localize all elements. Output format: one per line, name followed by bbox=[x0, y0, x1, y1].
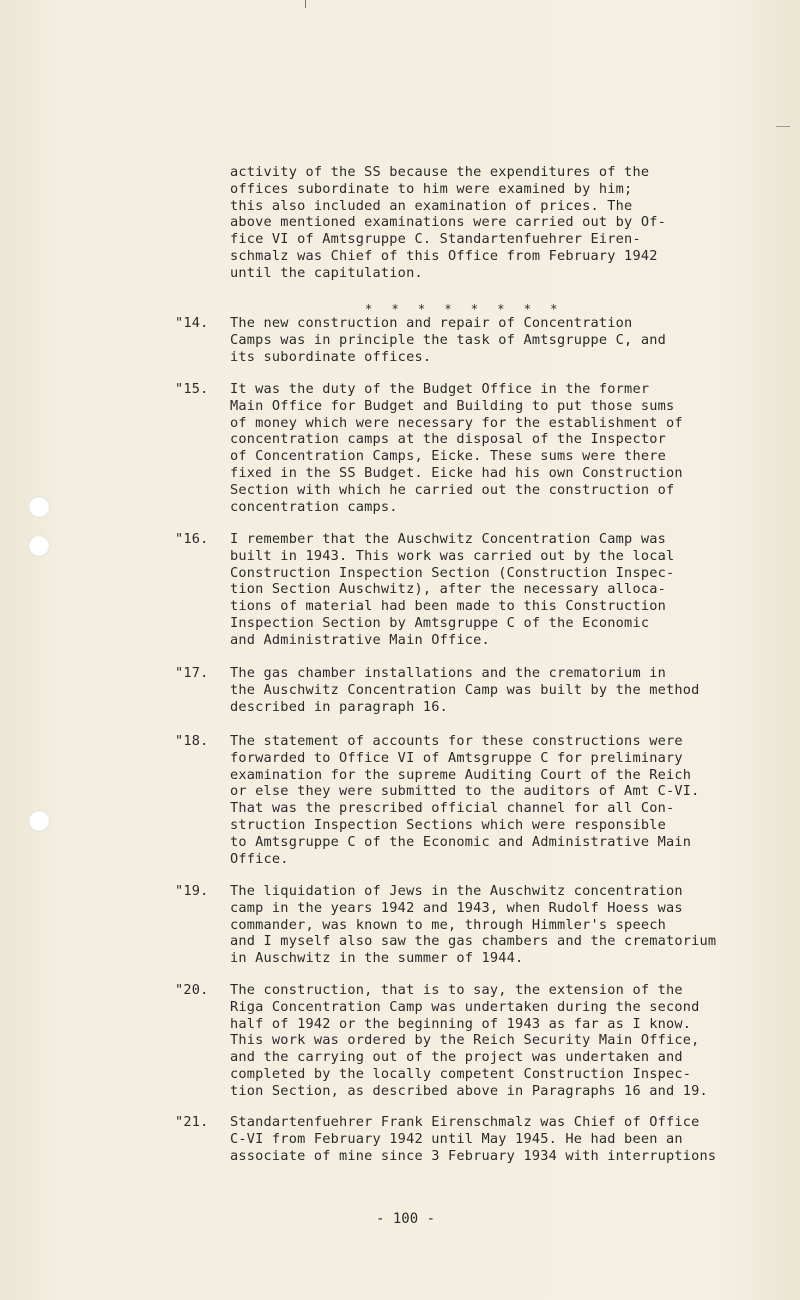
paragraph-number: "21. bbox=[175, 1114, 209, 1130]
text-line: offices subordinate to him were examined by him; bbox=[230, 180, 633, 197]
text-line: Standartenfuehrer Frank Eirenschmalz was Chief of Office bbox=[230, 1114, 700, 1130]
text-line: The liquidation of Jews in the Auschwitz concentration bbox=[230, 883, 683, 899]
text-line: I remember that the Auschwitz Concentration Camp was bbox=[230, 531, 666, 547]
text-line: associate of mine since 3 February 1934 with interruptions bbox=[230, 1147, 717, 1164]
text-line: half of 1942 or the beginning of 1943 as far as I know. bbox=[230, 1015, 692, 1032]
paragraph-body bbox=[230, 1114, 716, 1164]
text-line: struction Inspection Sections which were responsible bbox=[230, 816, 666, 833]
text-line: camp in the years 1942 and 1943, when Rudolf Hoess was bbox=[230, 899, 683, 916]
paragraph-body bbox=[230, 982, 708, 1100]
paragraph-body bbox=[230, 381, 683, 515]
text-line: C-VI from February 1942 until May 1945. He had been an bbox=[230, 1130, 683, 1147]
text-line: of Concentration Camps, Eicke. These sums were there bbox=[230, 448, 666, 465]
text-line: Construction Inspection Section (Construction Inspec- bbox=[230, 564, 675, 581]
paragraph-number: "20. bbox=[175, 982, 209, 998]
paragraph-number: "18. bbox=[175, 733, 209, 749]
paragraph-body bbox=[230, 733, 700, 867]
text-line: fice VI of Amtsgruppe C. Standartenfuehrer Eiren- bbox=[230, 231, 641, 248]
text-line: Riga Concentration Camp was undertaken during the second bbox=[230, 998, 700, 1015]
text-line: Office. bbox=[230, 850, 289, 867]
text-line: completed by the locally competent Construction Inspec- bbox=[230, 1065, 692, 1082]
text-line: Main Office for Budget and Building to put those sums bbox=[230, 397, 675, 414]
text-line: This work was ordered by the Reich Security Main Office, bbox=[230, 1032, 700, 1049]
text-line: of money which were necessary for the establishment of bbox=[230, 414, 683, 431]
margin-mark bbox=[776, 126, 790, 127]
page-number: - 100 - bbox=[376, 1211, 436, 1227]
text-line: Camps was in principle the task of Amtsgruppe C, and bbox=[230, 331, 666, 348]
text-line: in Auschwitz in the summer of 1944. bbox=[230, 950, 524, 967]
paragraph-number: "16. bbox=[175, 531, 209, 547]
paragraph-number: "15. bbox=[175, 381, 209, 397]
text-line: tions of material had been made to this Construction bbox=[230, 598, 666, 615]
text-line: The new construction and repair of Concentration bbox=[230, 315, 633, 331]
text-line: forwarded to Office VI of Amtsgruppe C for preliminary bbox=[230, 749, 683, 766]
text-line: and I myself also saw the gas chambers and the crematorium bbox=[230, 933, 717, 950]
text-line: and Administrative Main Office. bbox=[230, 631, 490, 648]
text-line: above mentioned examinations were carried out by Of- bbox=[230, 214, 666, 231]
text-line: this also included an examination of prices. The bbox=[230, 197, 633, 214]
punch-hole bbox=[28, 535, 50, 557]
paragraph-number: "14. bbox=[175, 315, 209, 331]
text-line: It was the duty of the Budget Office in the former bbox=[230, 381, 650, 397]
text-line: schmalz was Chief of this Office from February 1942 bbox=[230, 247, 658, 264]
paragraph-body bbox=[230, 531, 674, 649]
top-tick-mark bbox=[305, 0, 306, 8]
text-line: built in 1943. This work was carried out by the local bbox=[230, 547, 675, 564]
section-separator: * * * * * * * * bbox=[365, 302, 564, 316]
text-line: fixed in the SS Budget. Eicke had his own Construction bbox=[230, 464, 683, 481]
text-line: The construction, that is to say, the extension of the bbox=[230, 982, 683, 998]
text-line: described in paragraph 16. bbox=[230, 698, 448, 715]
text-line: until the capitulation. bbox=[230, 264, 423, 281]
text-line: That was the prescribed official channel for all Con- bbox=[230, 800, 675, 817]
paragraph-body bbox=[230, 665, 700, 715]
text-line: its subordinate offices. bbox=[230, 348, 432, 365]
paragraph-body bbox=[230, 315, 666, 365]
paragraph-body bbox=[230, 883, 716, 967]
text-line: concentration camps at the disposal of the Inspector bbox=[230, 431, 666, 448]
text-line: examination for the supreme Auditing Court of the Reich bbox=[230, 766, 692, 783]
text-line: Section with which he carried out the construction of bbox=[230, 481, 675, 498]
intro-paragraph bbox=[230, 164, 790, 282]
text-line: concentration camps. bbox=[230, 498, 398, 515]
text-line: tion Section, as described above in Paragraphs 16 and 19. bbox=[230, 1082, 708, 1099]
punch-hole bbox=[28, 810, 50, 832]
text-line: tion Section Auschwitz), after the necessary alloca- bbox=[230, 581, 666, 598]
text-line: activity of the SS because the expenditures of the bbox=[230, 164, 650, 180]
paragraph-number: "17. bbox=[175, 665, 209, 681]
text-line: and the carrying out of the project was undertaken and bbox=[230, 1049, 683, 1066]
text-line: Inspection Section by Amtsgruppe C of the Economic bbox=[230, 614, 650, 631]
text-line: commander, was known to me, through Himmler's speech bbox=[230, 916, 666, 933]
punch-hole bbox=[28, 496, 50, 518]
text-line: the Auschwitz Concentration Camp was built by the method bbox=[230, 681, 700, 698]
text-line: to Amtsgruppe C of the Economic and Administrative Main bbox=[230, 833, 692, 850]
paragraph-number: "19. bbox=[175, 883, 209, 899]
text-line: The gas chamber installations and the crematorium in bbox=[230, 665, 666, 681]
text-line: or else they were submitted to the auditors of Amt C-VI. bbox=[230, 783, 700, 800]
text-line: The statement of accounts for these constructions were bbox=[230, 733, 683, 749]
